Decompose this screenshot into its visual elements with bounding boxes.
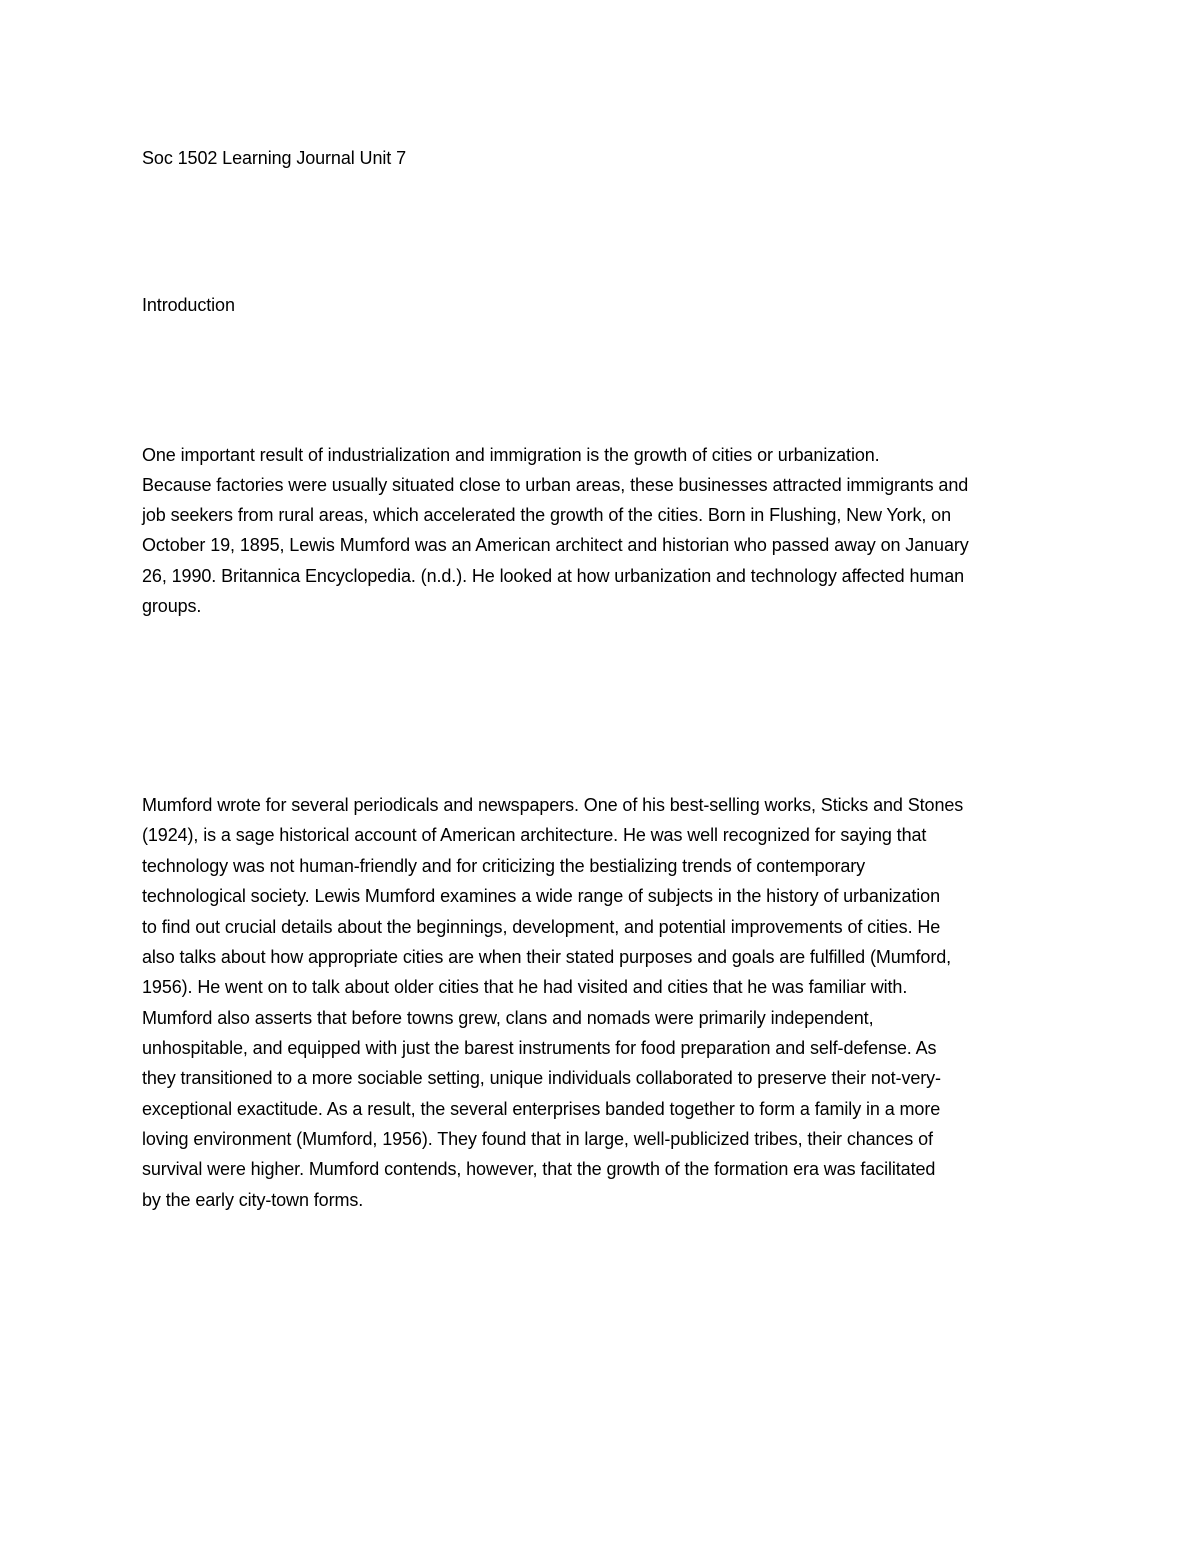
paragraph-line: October 19, 1895, Lewis Mumford was an American architect and historian who passed away on January: [142, 535, 969, 555]
paragraph-line: by the early city-town forms.: [142, 1190, 364, 1210]
paragraph-line: exceptional exactitude. As a result, the several enterprises banded together to form a family in a more: [142, 1099, 941, 1119]
paragraph-line: loving environment (Mumford, 1956). They found that in large, well-publicized tribes, their chances of: [142, 1129, 933, 1149]
paragraph-line: to find out crucial details about the beginnings, development, and potential improvements of cities. He: [142, 917, 941, 937]
paragraph-line: Because factories were usually situated close to urban areas, these businesses attracted immigrants and: [142, 475, 969, 495]
paragraph-line: Mumford also asserts that before towns grew, clans and nomads were primarily independent,: [142, 1008, 874, 1028]
paragraph-line: 26, 1990. Britannica Encyclopedia. (n.d.). He looked at how urbanization and technology affected human: [142, 566, 965, 586]
paragraph-line: technological society. Lewis Mumford examines a wide range of subjects in the history of urbanization: [142, 886, 940, 906]
paragraph-line: One important result of industrialization and immigration is the growth of cities or urbanization.: [142, 445, 880, 465]
section-heading: Introduction: [142, 295, 235, 315]
paragraph-line: also talks about how appropriate cities are when their stated purposes and goals are fulfilled (Mumford,: [142, 947, 952, 967]
paragraph-line: technology was not human-friendly and for criticizing the bestializing trends of contemporary: [142, 856, 866, 876]
paragraph-line: survival were higher. Mumford contends, however, that the growth of the formation era was facilitated: [142, 1159, 936, 1179]
paragraph-line: 1956). He went on to talk about older cities that he had visited and cities that he was familiar with.: [142, 977, 908, 997]
paragraph-line: groups.: [142, 596, 202, 616]
paragraph-line: job seekers from rural areas, which accelerated the growth of the cities. Born in Flushing, New York, on: [142, 505, 952, 525]
paragraph-line: Mumford wrote for several periodicals and newspapers. One of his best-selling works, Sticks and Stones: [142, 795, 964, 815]
paragraph-line: (1924), is a sage historical account of American architecture. He was well recognized for saying that: [142, 825, 927, 845]
paragraph-line: unhospitable, and equipped with just the barest instruments for food preparation and self-defense. As: [142, 1038, 937, 1058]
document-title: Soc 1502 Learning Journal Unit 7: [142, 148, 406, 168]
paragraph-line: they transitioned to a more sociable setting, unique individuals collaborated to preserve their not-very-: [142, 1068, 941, 1088]
